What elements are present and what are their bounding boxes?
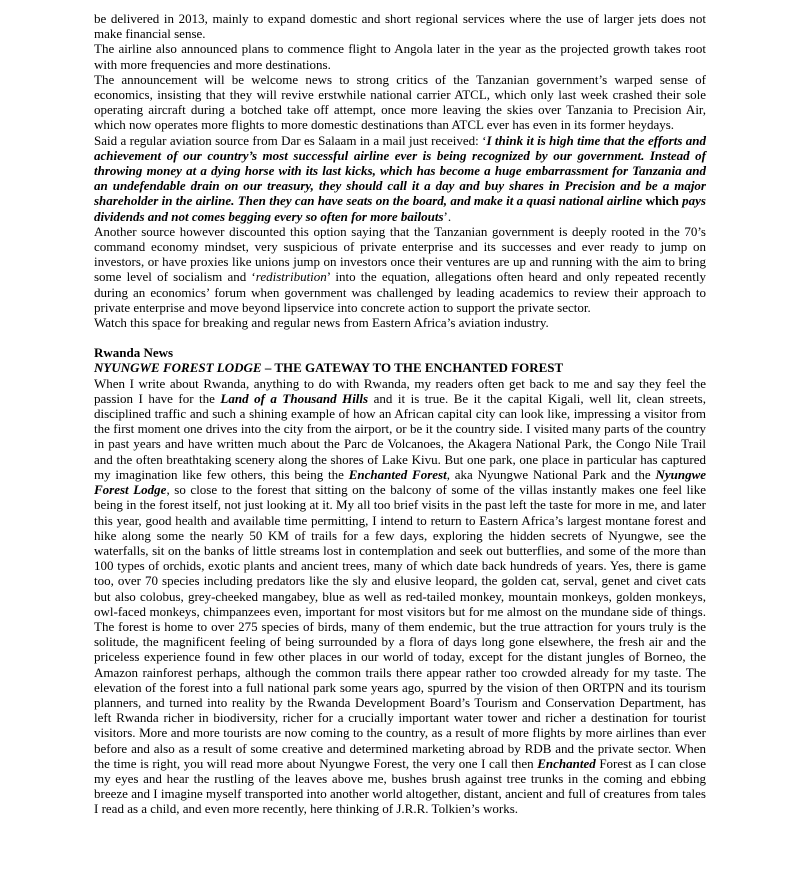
paragraph-government-mindset [94,224,706,315]
quote-intro: Said a regular aviation source from Dar es Salaam in a mail just received: ‘ [94,132,487,148]
paragraph-aircraft-delivery: be delivered in 2013, mainly to expand domestic and short regional services where the use of larger jets does not make financial sense. [94,11,706,42]
body-text-4: , so close to the forest that sitting on the balcony of some of the villas instantly makes one feel like being in the forest itself, not just looking at it. My all too brief visits in the past left the taste for more in me, and later this year, good health and available time permitting, I intend to return to Eastern Africa’s largest montane forest and hike along some the nearly 50 KM of trails for a few days, exploring the hidden secrets of Nyungwe, see the waterfalls, sit on the banks of little streams lost in contemplation and seek out butterflies, and some of the more than 100 types of orchids, exotic plants and ancient trees, many of which date back hundreds of years. Yes, there is game too, over 70 species including predators like the sly and elusive leopard, the golden cat, serval, genet and civet cats but also colobus, grey-cheeked mangabey, blue as well as red-tailed monkey, mountain monkeys, golden monkeys, owl-faced monkeys, chimpanzees even, important for most visitors but for me almost on the mundane side of things. The forest is home to over 275 species of birds, many of them endemic, but the true attraction for yours truly is the solitude, the magnificent feeling of being surrounded by a flora of days long gone elsewhere, the fresh air and the priceless experience found in few other places in our world of today, except for the distant jungles of Borneo, the Amazon rainforest perhaps, although the common trails there appear rather too crowded already for my taste. The elevation of the forest into a full national park some years ago, spurred by the vision of then ORTPN and its tourism planners, and turned into reality by the Rwanda Development Board’s Tourism and Conservation Department, has left Rwanda richer in biodiversity, richer for a crucially important water tower and richer a destination for tourist visitors. More and more tourists are now coming to the country, as a result of more flights by more airlines than ever before and also as a result of some creative and determined marketing abroad by RDB and the private sector. When the time is right, you will read more about Nyungwe Forest, the very one I call then [94,482,706,771]
term-land-of-hills: Land of a Thousand Hills [220,390,369,406]
mindset-text-b: ’ into the equation, allegations often heard and only repeated recently during an economics’ forum when government was challenged by leading academics to review their approach to private enterprise and move beyond lipservice into concrete action to support the private sector. [94,269,706,315]
term-enchanted-forest: Enchanted Forest [348,466,447,482]
quote-text-end: pays dividends and not comes begging every so often for more bailouts [94,193,706,224]
term-enchanted: Enchanted [537,755,596,771]
quote-close: ’. [443,208,452,224]
term-nyungwe-forest-lodge: Nyungwe Forest Lodge [94,466,707,498]
paragraph-nyungwe-body [94,376,706,817]
document-page [94,11,706,817]
paragraph-watch-space: Watch this space for breaking and regular news from Eastern Africa’s aviation industry. [94,315,549,331]
quote-text: I think it is high time that the efforts and achievement of our country’s most successful airline ever is being recognized by our government. Instead of throwing money at a dying horse with its last kicks, which has become a huge embarrassment for Tanzania and an undefendable drain on our treasury, they should call it a day and buy shares in Precision and be a major shareholder in the airline. Then they can have seats on the board, and make it a quasi national airline [94,132,706,209]
article-title-subtitle: – THE GATEWAY TO THE ENCHANTED FOREST [261,360,564,376]
body-text-3: , aka Nyungwe National Park and the [446,466,656,482]
article-title [94,360,706,375]
article-title-lodge: NYUNGWE FOREST LODGE [94,360,262,376]
redistribution-term: redistribution [255,269,327,285]
paragraph-angola-plans: The airline also announced plans to commence flight to Angola later in the year as the projected growth takes root with more frequencies and more destinations. [94,41,706,72]
paragraph-atcl-critics: The announcement will be welcome news to strong critics of the Tanzanian government’s warped sense of economics, insisting that they will revive erstwhile national carrier ATCL, which only last week crashed their sole operating aircraft during a botched take off attempt, once more leaving the skies over Tanzania to Precision Air, which now operates more flights to more domestic destinations than ATCL ever has even in its former heydays. [94,71,706,133]
body-text-1: When I write about Rwanda, anything to do with Rwanda, my readers often get back to me and say they feel the passion I have for the [94,375,706,406]
mindset-text-a: Another source however discounted this option saying that the Tanzanian government is deeply rooted in the 70’s command economy mindset, very suspicious of private enterprise and its successes and ever ready to jump on investors, or have proxies like unions jump on investors once their ventures are up and running with the aim to bring some level of socialism and ‘ [94,223,706,285]
paragraph-aviation-source-quote [94,133,706,224]
section-title-rwanda-news: Rwanda News [94,345,174,361]
body-text-5: Forest as I can close my eyes and hear the rustling of the leaves above me, bushes brush against tree trunks in the coming and ebbing breeze and I imagine myself transported into another world altogether, distant, ancient and full of creatures from tales I read as a child, and even more recently, here thinking of J.R.R. Tolkien’s works. [94,755,706,817]
quote-which: which [642,193,679,209]
body-text-2: and it is true. Be it the capital Kigali, well lit, clean streets, disciplined traffic and such a shining example of how an African capital city can look like, impressing a visitor from the first moment one drives into the city from the airport, or be it the country side. I visited many parts of the country in past years and have written much about the Parc de Volcanoes, the Akagera National Park, the Congo Nile Trail and the often breathtaking scenery along the shores of Lake Kivu. But one park, one place in particular has captured my imagination like few others, this being the [94,390,706,482]
spacer [94,330,706,345]
